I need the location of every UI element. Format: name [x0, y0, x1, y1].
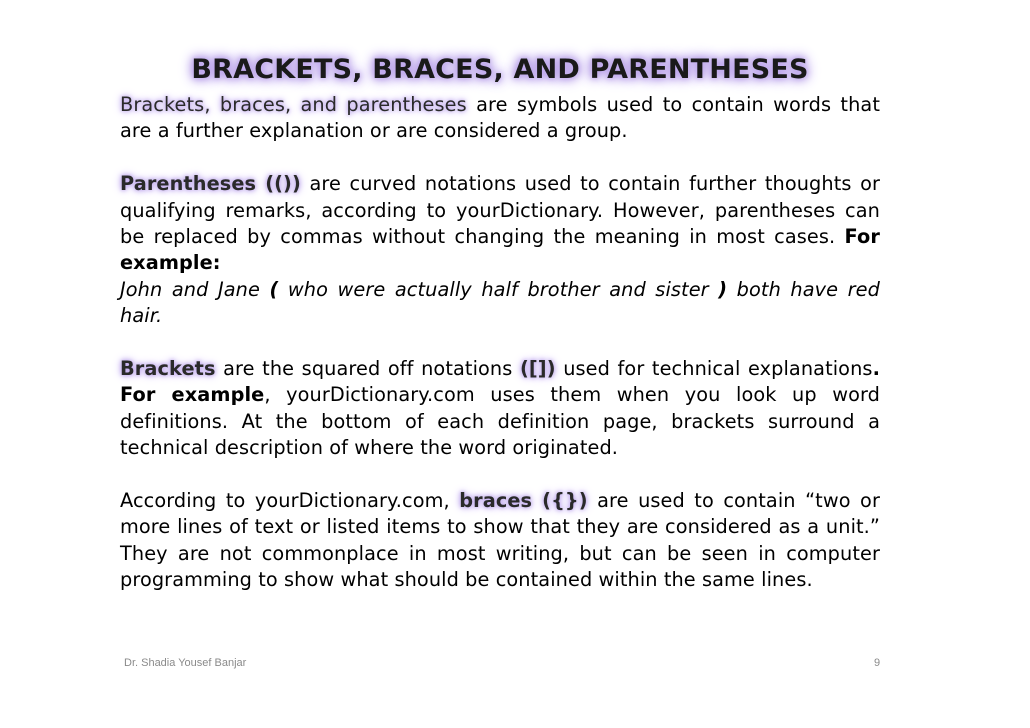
parentheses-term: Parentheses (()): [120, 172, 301, 196]
braces-text-1: According to yourDictionary.com,: [120, 489, 460, 513]
brackets-term: Brackets: [120, 357, 216, 381]
parentheses-example-open: (: [269, 277, 279, 301]
parentheses-example-c: both have red hair.: [120, 277, 880, 328]
parentheses-example-b: who were actually half brother and sister: [278, 277, 719, 301]
parentheses-paragraph: [120, 171, 880, 329]
brackets-symbol: ([]): [519, 357, 556, 381]
parentheses-example-close: ): [718, 277, 728, 301]
braces-paragraph: [120, 488, 880, 594]
footer-author: Dr. Shadia Yousef Banjar: [124, 657, 247, 669]
brackets-dot: .: [872, 357, 880, 381]
brackets-paragraph: [120, 356, 880, 462]
brackets-text-1: are the squared off notations: [215, 357, 520, 381]
paragraph-gap: [120, 462, 880, 488]
slide-title-text: BRACKETS, BRACES, AND PARENTHESES: [191, 54, 809, 85]
intro-paragraph: [120, 92, 880, 145]
footer-page-number: 9: [874, 657, 881, 669]
brackets-text-3: , yourDictionary.com uses them when you look up word definitions. At the bottom of each definition page, brackets surround a technical description of where the word originated.: [120, 383, 881, 460]
paragraph-gap: [120, 330, 880, 356]
parentheses-example-label: For example:: [120, 225, 880, 275]
slide-title: [120, 52, 880, 88]
intro-highlight: Brackets, braces, and parentheses: [120, 93, 467, 116]
parentheses-text: are curved notations used to contain further thoughts or qualifying remarks, according to yourDictionary. However, parentheses can be replaced by commas without changing the meaning in most cases.: [120, 172, 880, 249]
braces-text-2: are used to contain “two or more lines of text or listed items to show that they are considered as a unit.” They are not commonplace in most writing, but can be seen in computer programming to show what should be contained within the same lines.: [120, 489, 880, 592]
paragraph-gap: [120, 145, 880, 171]
slide-body: [120, 92, 880, 594]
braces-term: braces ({}): [459, 489, 588, 513]
brackets-example-label: For example: [120, 383, 265, 407]
intro-text: are symbols used to contain words that are a further explanation or are considered a group.: [120, 93, 880, 143]
brackets-text-2: used for technical explanations: [555, 357, 873, 381]
parentheses-example-a: John and Jane: [120, 277, 270, 301]
